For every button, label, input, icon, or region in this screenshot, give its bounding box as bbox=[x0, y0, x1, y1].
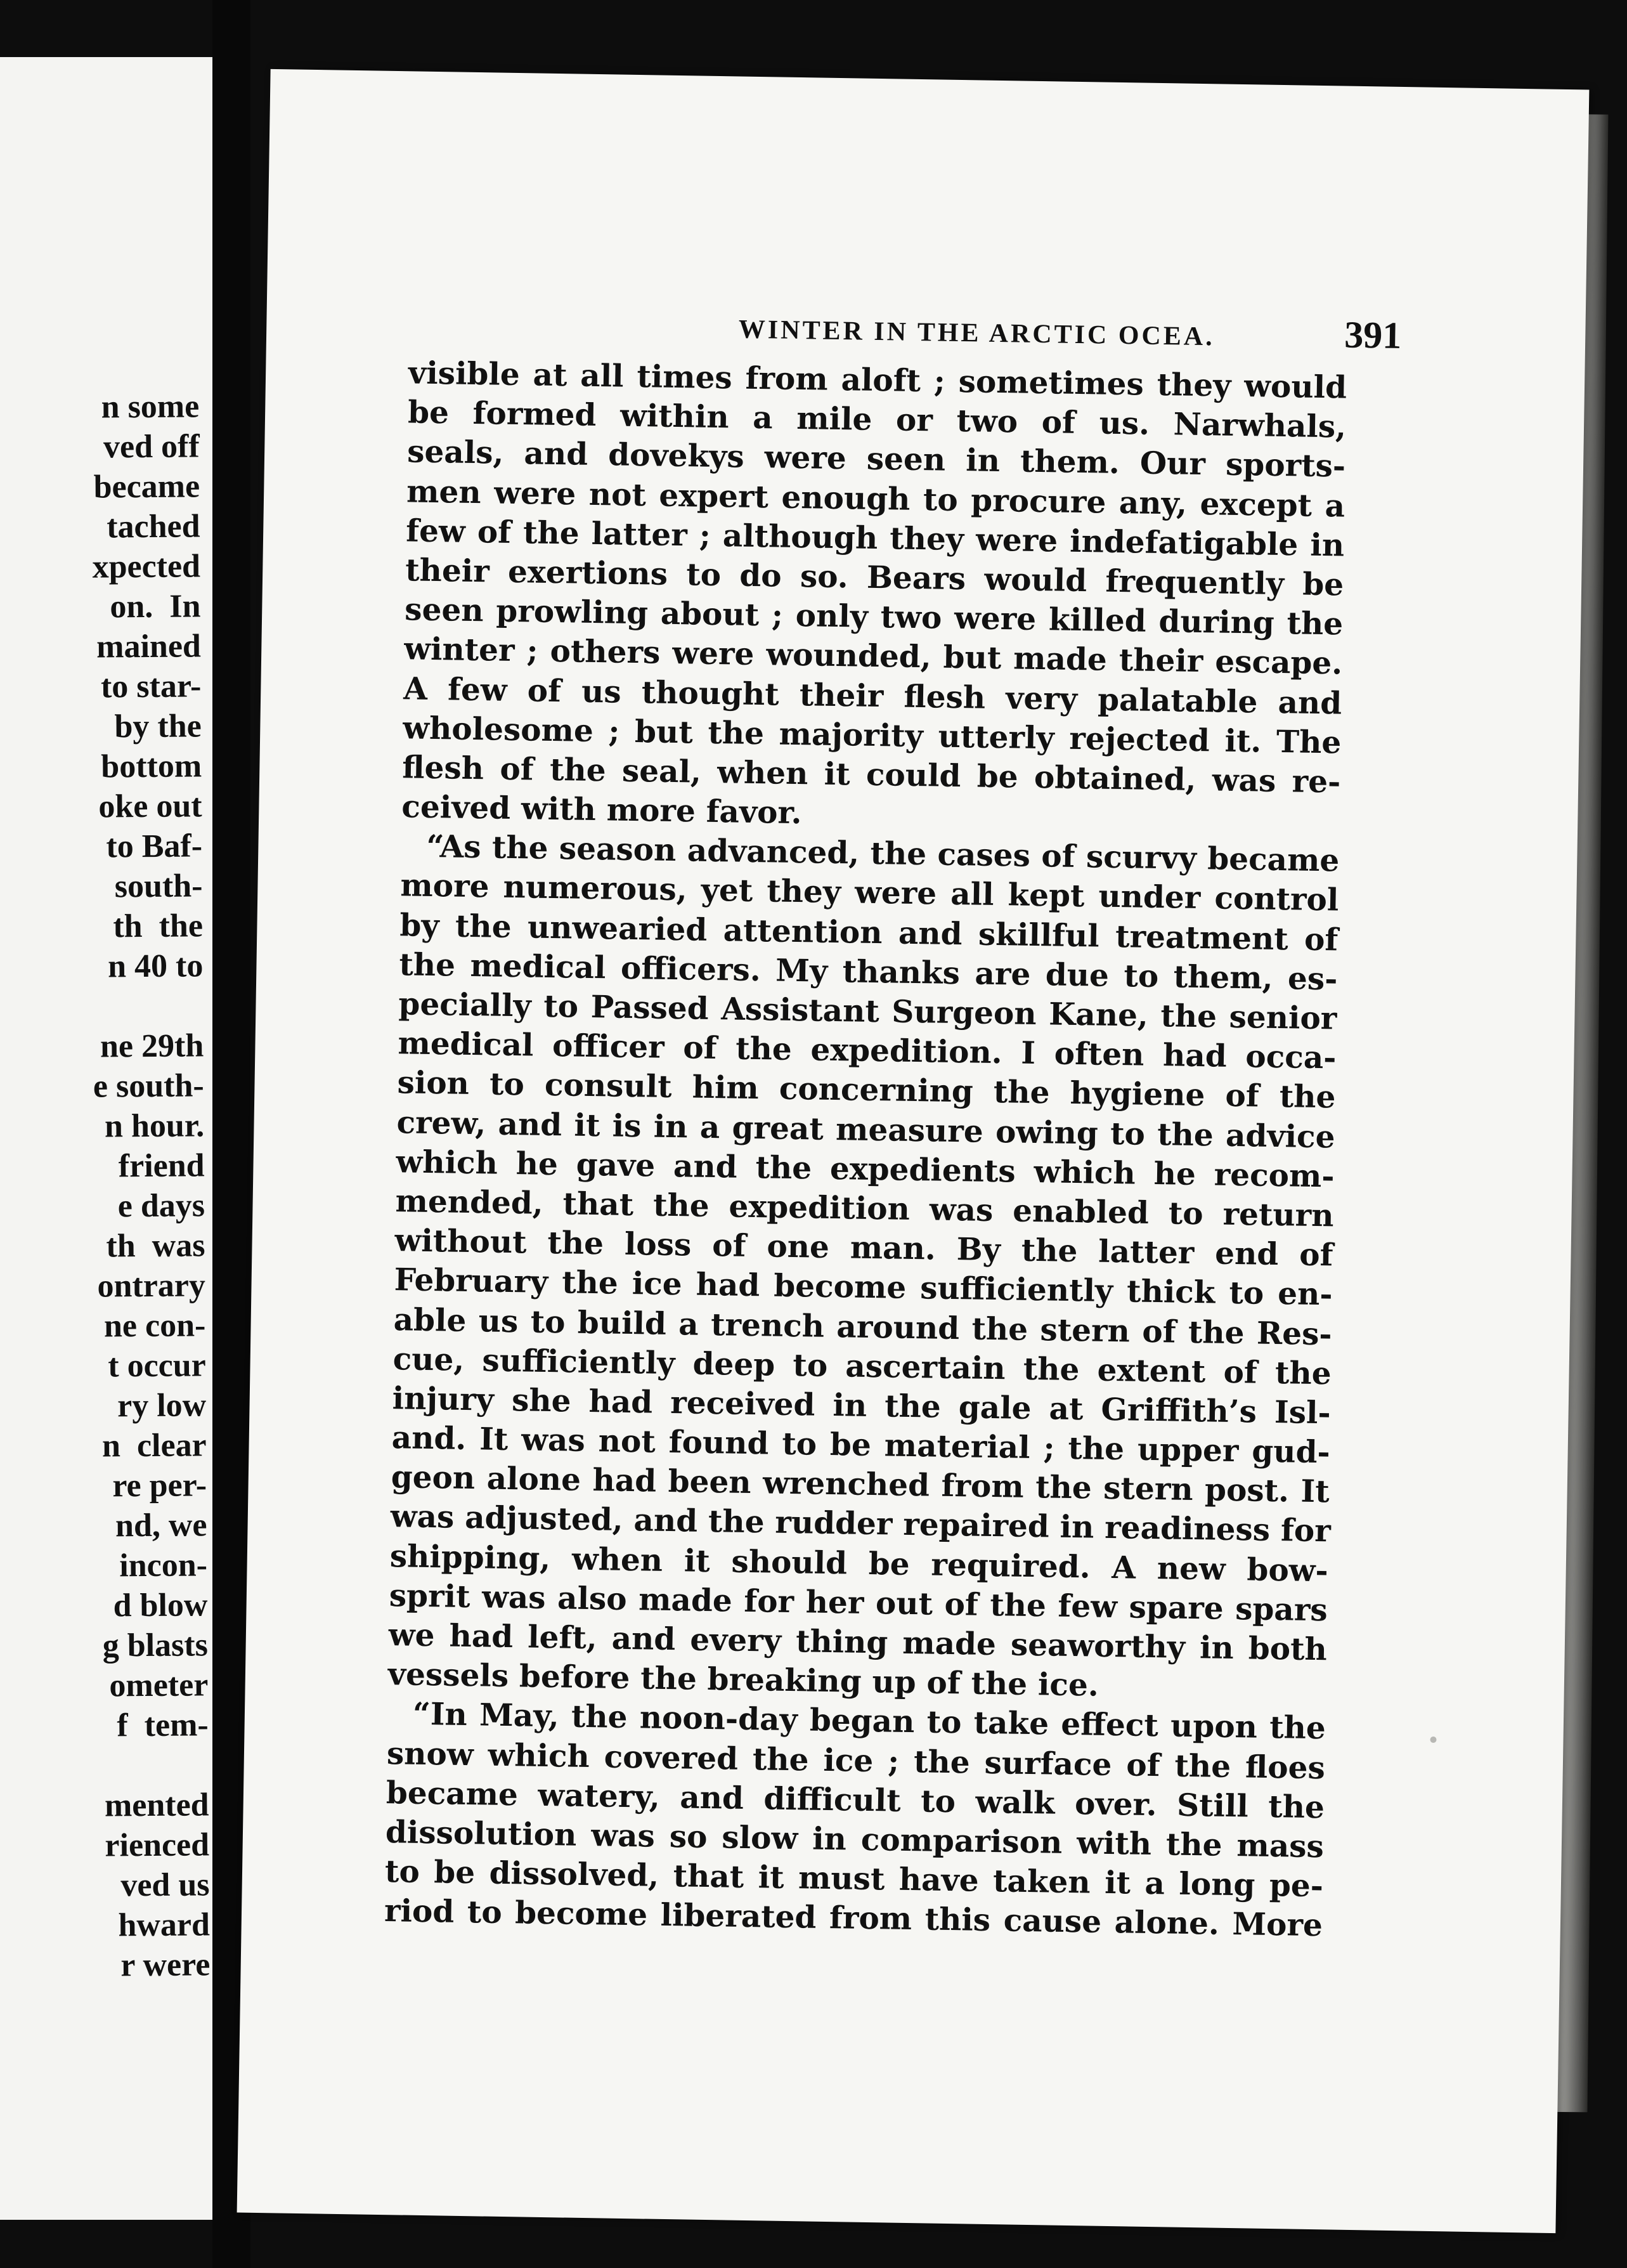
text-line: seals, and dovekys were seen in them. Our sports- bbox=[406, 433, 1346, 485]
facing-page-line: ometer bbox=[109, 1667, 209, 1704]
facing-page-line: to Baf- bbox=[106, 828, 203, 865]
facing-page-left bbox=[0, 57, 216, 2220]
facing-page-line: bottom bbox=[101, 748, 202, 785]
text-line: to be dissolved, that it must have taken it a long pe- bbox=[384, 1853, 1324, 1905]
text-line: A few of us thought their flesh very palatable and bbox=[403, 670, 1342, 722]
text-line: winter ; others were wounded, but made their escape. bbox=[403, 630, 1343, 682]
text-line: “In May, the noon-day began to take effect upon the bbox=[412, 1696, 1326, 1747]
facing-page-line: d blow bbox=[113, 1587, 208, 1624]
text-line: injury she had received in the gale at Griffith’s Isl- bbox=[392, 1380, 1332, 1431]
facing-page-line: tached bbox=[107, 508, 200, 545]
facing-page-line: re per- bbox=[112, 1467, 207, 1504]
facing-page-line: th was bbox=[106, 1227, 205, 1265]
text-line: we had left, and every thing made seaworthy in both bbox=[388, 1617, 1328, 1668]
facing-page-line: e south- bbox=[93, 1067, 205, 1105]
text-line: men were not expert enough to procure any, except a bbox=[406, 472, 1345, 525]
facing-page-line: south- bbox=[114, 868, 203, 905]
text-line: was adjusted, and the rudder repaired in readiness for bbox=[390, 1498, 1332, 1549]
text-line: February the ice had become sufficiently thick to en- bbox=[394, 1261, 1333, 1313]
facing-page-line: ved off bbox=[103, 428, 200, 466]
text-line: and. It was not found to be material ; the upper gud- bbox=[391, 1419, 1331, 1471]
facing-page-line: by the bbox=[114, 708, 202, 745]
facing-page-line: ne con- bbox=[104, 1307, 206, 1345]
facing-page-line: ne 29th bbox=[100, 1027, 204, 1065]
facing-page-line: t occur bbox=[108, 1347, 207, 1385]
facing-page-line: ontrary bbox=[97, 1267, 206, 1305]
text-line: their exertions to do so. Bears would frequently be bbox=[405, 552, 1344, 603]
facing-page-line: th the bbox=[113, 908, 204, 945]
text-line: dissolution was so slow in comparison with the mass bbox=[385, 1814, 1325, 1865]
facing-page-line: nd, we bbox=[115, 1507, 207, 1544]
facing-page-line bbox=[93, 986, 204, 1026]
page-number: 391 bbox=[1344, 313, 1402, 356]
text-line: wholesome ; but the majority utterly rejected it. The bbox=[402, 709, 1342, 761]
facing-page-line: ved us bbox=[120, 1867, 210, 1904]
facing-page-line: to star- bbox=[100, 668, 202, 705]
facing-page-line: n hour. bbox=[105, 1107, 205, 1145]
facing-page-line: incon- bbox=[119, 1547, 208, 1584]
text-line: medical officer of the expedition. I often had occa- bbox=[398, 1025, 1337, 1076]
text-line: more numerous, yet they were all kept under control bbox=[400, 867, 1339, 918]
text-line: pecially to Passed Assistant Surgeon Kane, the senior bbox=[398, 986, 1337, 1037]
facing-page-line: ry low bbox=[117, 1387, 207, 1424]
text-line: seen prowling about ; only two were killed during the bbox=[404, 591, 1344, 642]
book-page bbox=[237, 69, 1590, 2233]
page-body-text bbox=[384, 353, 1347, 1945]
text-line: “As the season advanced, the cases of scurvy became bbox=[426, 828, 1340, 879]
facing-page-line: on. In bbox=[110, 588, 201, 625]
text-line: shipping, when it should be required. A new bow- bbox=[389, 1537, 1329, 1589]
text-line: geon alone had been wrenched from the stern post. It bbox=[391, 1459, 1330, 1510]
facing-page-line: mained bbox=[96, 628, 202, 665]
text-line: sprit was also made for her out of the few spare spars bbox=[389, 1577, 1328, 1629]
facing-page-line: f tem- bbox=[117, 1707, 209, 1744]
facing-page-line: r were bbox=[120, 1946, 211, 1984]
text-line: be formed within a mile or two of us. Narwhals, bbox=[407, 394, 1347, 445]
text-line: became watery, and difficult to walk over. Still the bbox=[386, 1774, 1325, 1826]
text-line: sion to consult him concerning the hygiene of the bbox=[397, 1064, 1336, 1116]
text-line: the medical officers. My thanks are due to them, es- bbox=[399, 946, 1338, 998]
text-line: mended, that the expedition was enabled to return bbox=[395, 1183, 1334, 1234]
text-line: without the loss of one man. By the latter end of bbox=[394, 1222, 1333, 1274]
text-line: able us to build a trench around the stern of the Res- bbox=[393, 1301, 1332, 1352]
facing-page-line: oke out bbox=[98, 788, 203, 825]
text-line: few of the latter ; although they were indefatigable in bbox=[405, 512, 1345, 564]
paper-speck bbox=[1430, 1737, 1436, 1743]
facing-page-line: n some bbox=[101, 388, 200, 426]
facing-page-line: n clear bbox=[102, 1427, 207, 1464]
facing-page-line: mented bbox=[104, 1787, 210, 1824]
text-line: ceived with more favor. bbox=[401, 788, 802, 831]
text-line: by the unwearied attention and skillful treatment of bbox=[399, 906, 1339, 958]
facing-page-line: became bbox=[93, 468, 200, 505]
text-line: visible at all times from aloft ; sometimes they would bbox=[408, 355, 1347, 406]
text-line: flesh of the seal, when it could be obtained, was re- bbox=[401, 749, 1341, 800]
text-line: vessels before the breaking up of the ice. bbox=[387, 1656, 1099, 1704]
facing-page-line: g blasts bbox=[102, 1627, 209, 1664]
running-head: WINTER IN THE ARCTIC OCEA. bbox=[738, 315, 1215, 352]
facing-page-text bbox=[88, 386, 210, 1985]
text-line: which he gave and the expedients which he recom- bbox=[396, 1143, 1335, 1195]
facing-page-line: friend bbox=[118, 1147, 205, 1185]
text-line: riod to become liberated from this cause alone. More bbox=[384, 1893, 1323, 1944]
text-line: snow which covered the ice ; the surface of the floes bbox=[386, 1735, 1326, 1786]
text-line: cue, sufficiently deep to ascertain the extent of the bbox=[392, 1340, 1332, 1392]
facing-page-line: n 40 to bbox=[108, 948, 204, 985]
facing-page-line: hward bbox=[118, 1906, 211, 1944]
facing-page-line: e days bbox=[117, 1187, 205, 1225]
facing-page-line: xpected bbox=[92, 548, 201, 585]
text-line: crew, and it is in a great measure owing to the advice bbox=[396, 1104, 1335, 1156]
facing-page-line: rienced bbox=[105, 1827, 210, 1864]
facing-page-line bbox=[98, 1745, 209, 1785]
